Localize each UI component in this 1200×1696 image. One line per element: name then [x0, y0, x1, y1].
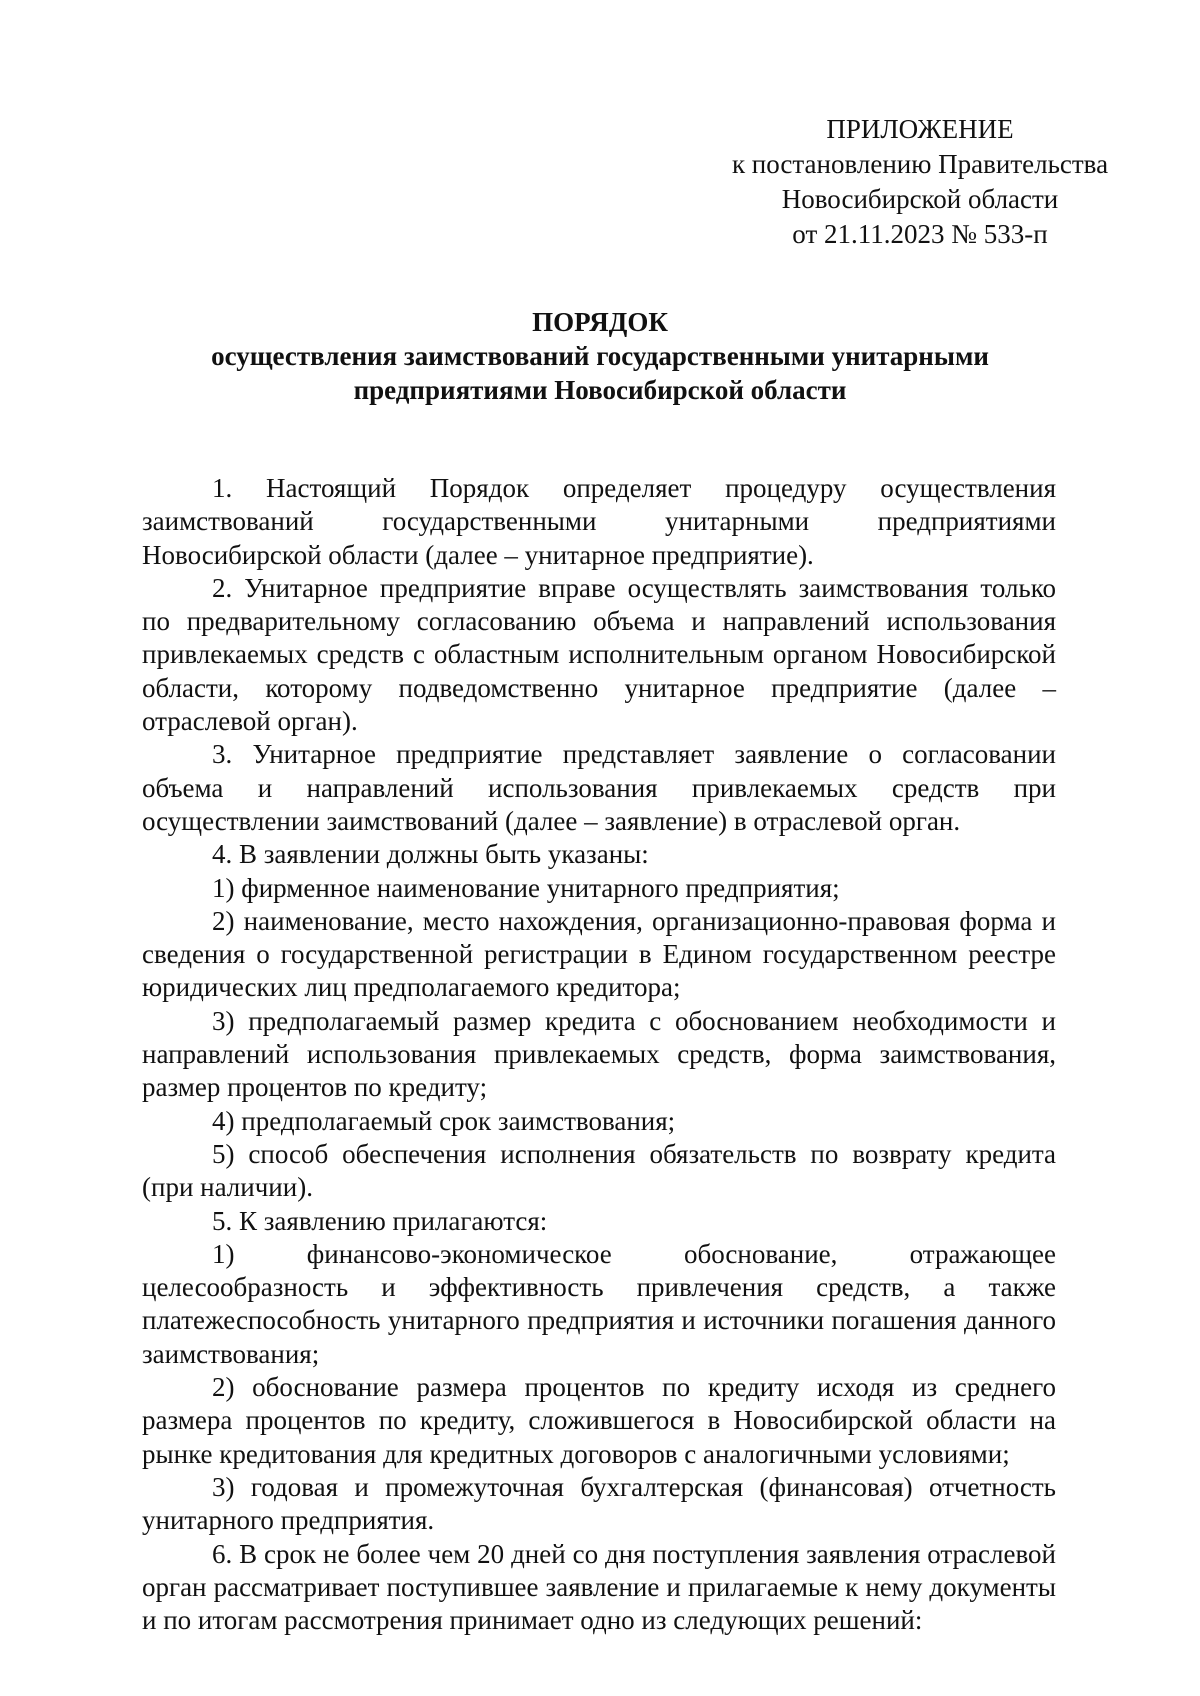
appendix-line-2: Новосибирской области: [781, 184, 1059, 214]
appendix-title: ПРИЛОЖЕНИЕ: [826, 114, 1014, 144]
paragraph: 2) обоснование размера процентов по кредиту исходя из среднего размера процентов по кредиту, сложившегося в Новосибирской области на рынке кредитования для кредитных договоров с аналогичными условиями;: [142, 1372, 1056, 1469]
paragraph: 5) способ обеспечения исполнения обязательств по возврату кредита (при наличии).: [142, 1138, 1056, 1203]
document-heading: [140, 305, 1060, 407]
paragraph: 2) наименование, место нахождения, организационно-правовая форма и сведения о государственной регистрации в Едином государственном реестре юридических лиц предполагаемого кредитора;: [142, 905, 1056, 1003]
paragraph: 4. В заявлении должны быть указаны:: [212, 839, 649, 870]
document-subtitle-line-1: осуществления заимствований государственными унитарными: [211, 341, 989, 371]
paragraph: 1) финансово-экономическое обоснование, отражающее целесообразность и эффективность привлечения средств, а также платежеспособность унитарного предприятия и источники погашения данного заимствования;: [142, 1238, 1056, 1369]
paragraph: 2. Унитарное предприятие вправе осуществлять заимствования только по предварительному согласованию объема и направлений использования привлекаемых средств с областным исполнительным органом Новосибирской области, которому подведомственно унитарное предприятие (далее – отраслевой орган).: [142, 572, 1056, 737]
appendix-line-3: от 21.11.2023 № 533-п: [792, 219, 1048, 249]
document-title: ПОРЯДОК: [532, 307, 668, 337]
paragraph: 6. В срок не более чем 20 дней со дня поступления заявления отраслевой орган рассматривает поступившее заявление и прилагаемые к нему документы и по итогам рассмотрения принимает одно из следующих решений:: [142, 1538, 1056, 1636]
paragraph: 3) предполагаемый размер кредита с обоснованием необходимости и направлений использования привлекаемых средств, форма заимствования, размер процентов по кредиту;: [142, 1005, 1056, 1103]
paragraph: 4) предполагаемый срок заимствования;: [212, 1105, 676, 1136]
paragraph: 1) фирменное наименование унитарного предприятия;: [212, 872, 840, 903]
appendix-line-1: к постановлению Правительства: [731, 149, 1109, 179]
paragraph: 3. Унитарное предприятие представляет заявление о согласовании объема и направлений использования привлекаемых средств при осуществлении заимствований (далее – заявление) в отраслевой орган.: [142, 739, 1056, 836]
document-subtitle-line-2: предприятиями Новосибирской области: [353, 375, 847, 405]
appendix-header: [700, 112, 1140, 252]
paragraph: 3) годовая и промежуточная бухгалтерская (финансовая) отчетность унитарного предприятия.: [142, 1471, 1056, 1536]
paragraph: 5. К заявлению прилагаются:: [212, 1205, 548, 1236]
paragraph: 1. Настоящий Порядок определяет процедуру осуществления заимствований государственными унитарными предприятиями Новосибирской области (далее – унитарное предприятие).: [142, 473, 1056, 570]
document-body: [142, 472, 1056, 1637]
